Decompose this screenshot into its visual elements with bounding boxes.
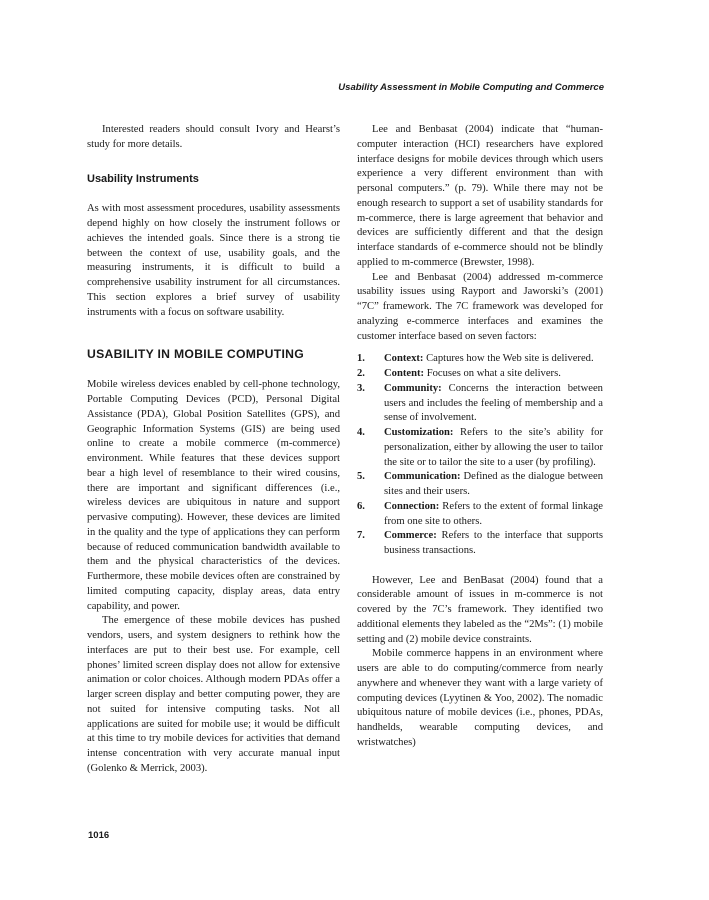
section-heading-mobile-computing: USABILITY IN MOBILE COMPUTING — [87, 347, 305, 362]
factor-term: Content: — [384, 368, 425, 379]
right-column — [357, 123, 603, 751]
seven-c-factor-list — [357, 352, 603, 559]
factor-description: Focuses on what a site delivers. — [426, 368, 561, 379]
factor-item — [357, 382, 603, 426]
factor-item — [357, 367, 603, 382]
factor-description: Defined as the dialogue between sites and their users. — [384, 471, 603, 497]
factor-term: Customization: — [384, 427, 454, 438]
factor-term: Commerce: — [384, 530, 437, 542]
factor-number: 4. — [357, 427, 365, 438]
factor-item — [357, 500, 603, 530]
instruments-paragraph: As with most assessment procedures, usability assessments depend highly on how closely the instrument follows or achieves the intended goals. Since there is a strong tie between the context of use, usability goals, and the measuring instruments, it is difficult to build a comprehensive usability instrument for all circumstances. This section explores a brief survey of usability instruments with a focus on software usability. — [87, 203, 340, 318]
right-paragraph-4: Mobile commerce happens in an environment where users are able to do computing/commerce from nearly anywhere and whenever they want with a large variety of computing devices (Lyytinen & Yoo, 2002). The nomadic ubiquitous nature of mobile devices (i.e., phones, PDAs, handhelds, wearable computing devices, and wristwatches) — [357, 648, 603, 748]
right-paragraph-3: However, Lee and BenBasat (2004) found that a considerable amount of issues in m-commerce is not covered by the 7C’s framework. They identified two additional elements they labeled as the “2Ms”: (1) mobile setting and (2) mobile device constraints. — [357, 574, 603, 645]
factor-term: Connection: — [384, 500, 440, 512]
factor-number: 7. — [357, 530, 365, 542]
factor-term: Community: — [384, 382, 442, 394]
right-paragraph-1: Lee and Benbasat (2004) indicate that “human-computer interaction (HCI) researchers have explored interface designs for mobile devices through which users experience a very different environment than with personal computers.” (p. 79). While there may not be enough research to support a set of usability standards for m-commerce, there is large agreement that behavior and devices are sufficiently different and that the design interface standards of e-commerce should not be blindly applied to m-commerce (Brewster, 1998). — [357, 124, 603, 268]
factor-item — [357, 426, 603, 470]
factor-number: 6. — [357, 500, 365, 512]
factor-description: Concerns the interaction between users and includes the feeling of membership and a sense of involvement. — [384, 382, 603, 424]
right-paragraph-2: Lee and Benbasat (2004) addressed m-commerce usability issues using Rayport and Jaworski’s (2001) “7C” framework. The 7C framework was developed for analyzing e-commerce interfaces and examines the customer interface based on seven factors: — [357, 271, 603, 342]
factor-number: 1. — [357, 353, 365, 365]
mobile-paragraph-1: Mobile wireless devices enabled by cell-phone technology, Portable Computing Devices (PCD), Personal Digital Assistance (PDA), Global Position Satellites (GPS), and Geographic Information Systems (GIS) are being used online to create a mobile commerce (m-commerce) environment. While features that these devices support bear a high level of resemblance to their wired cousins, there are important and significant differences (i.e., wireless devices are ubiquitous in nature and support pervasive computing). However, these devices are limited in the quality and the type of applications they can perform because of reduced communication bandwidth available to them and the physical characteristics of the devices. Furthermore, these mobile devices often are constrained by limited computing capacity, display areas, data entry capability, and power. — [87, 379, 340, 612]
factor-number: 5. — [357, 471, 365, 483]
factor-item — [357, 352, 603, 367]
factor-description: Refers to the interface that supports business transactions. — [384, 530, 603, 556]
subheading-usability-instruments: Usability Instruments — [87, 173, 199, 186]
factor-item — [357, 470, 603, 500]
running-head: Usability Assessment in Mobile Computing and Commerce — [338, 82, 604, 93]
factor-description: Captures how the Web site is delivered. — [426, 353, 594, 365]
mobile-paragraph-2: The emergence of these mobile devices has pushed vendors, users, and system designers to rethink how the interfaces are put to their best use. For example, cell phones’ limited screen display does not allow for extensive animation or color choices. Although modern PDAs offer a larger screen display and better computing power, they are not suited for intensive computing tasks. Not all applications are suited for mobile use; it would be difficult at this time to try mobile devices for activities that demand intense concentration with very accurate manual input (Golenko & Merrick, 2003). — [87, 615, 340, 774]
factor-description: Refers to the site’s ability for personalization, either by allowing the user to tailor the site or to tailor the site to a user (by profiling). — [384, 427, 603, 468]
intro-paragraph: Interested readers should consult Ivory and Hearst’s study for more details. — [87, 124, 340, 150]
factor-item — [357, 529, 603, 559]
factor-term: Context: — [384, 353, 424, 365]
factor-term: Communication: — [384, 471, 461, 483]
page-number: 1016 — [88, 830, 110, 841]
left-column — [87, 123, 340, 777]
factor-description: Refers to the extent of formal linkage from one site to others. — [384, 500, 603, 527]
factor-number: 3. — [357, 382, 365, 394]
factor-number: 2. — [357, 368, 365, 379]
